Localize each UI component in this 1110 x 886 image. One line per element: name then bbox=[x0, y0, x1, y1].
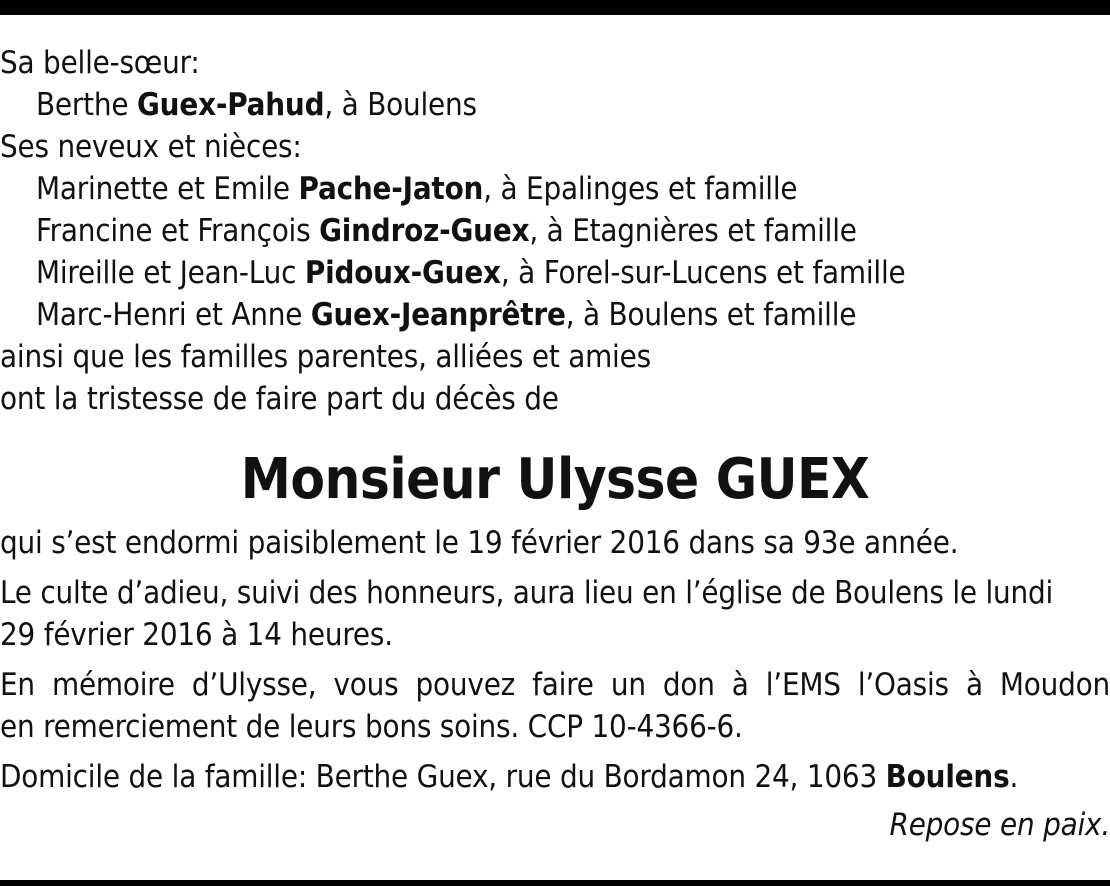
given-names: Mireille et Jean-Luc bbox=[36, 255, 305, 291]
domicile-text: Domicile de la famille: Berthe Guex, rue du Bordamon 24, 1063 bbox=[0, 759, 886, 795]
bottom-rule bbox=[0, 880, 1110, 886]
deceased-name: Monsieur Ulysse GUEX bbox=[240, 447, 870, 512]
place: , à Etagnières et famille bbox=[529, 213, 857, 249]
signoff: Repose en paix. bbox=[889, 807, 1110, 843]
service-paragraph bbox=[0, 572, 1110, 656]
domicile-town: Boulens bbox=[885, 759, 1010, 795]
place: , à Boulens et famille bbox=[565, 297, 857, 333]
domicile-end: . bbox=[1009, 759, 1019, 795]
nephew-entry bbox=[0, 252, 1110, 294]
surname: Guex-Pahud bbox=[137, 87, 325, 123]
relatives-line: ainsi que les familles parentes, alliées et amies bbox=[0, 339, 651, 375]
nephews-heading: Ses neveux et nièces: bbox=[0, 129, 302, 165]
place: , à Epalinges et famille bbox=[483, 171, 798, 207]
domicile-line bbox=[0, 756, 1110, 798]
given-names: Marinette et Emile bbox=[36, 171, 299, 207]
donation-line: En mémoire d’Ulysse, vous pouvez faire un don à l’EMS l’Oasis à Moudon bbox=[0, 667, 1110, 703]
obituary-notice bbox=[0, 42, 1110, 846]
place: , à Boulens bbox=[324, 87, 477, 123]
place: , à Forel-sur-Lucens et famille bbox=[500, 255, 906, 291]
donation-line: en remerciement de leurs bons soins. CCP 10-4366-6. bbox=[0, 709, 743, 745]
given-names: Francine et François bbox=[36, 213, 320, 249]
service-line: Le culte d’adieu, suivi des honneurs, aura lieu en l’église de Boulens le lundi bbox=[0, 575, 1054, 611]
surname: Guex-Jeanprêtre bbox=[310, 297, 566, 333]
announcement-line: ont la tristesse de faire part du décès de bbox=[0, 381, 559, 417]
nephew-entry bbox=[0, 294, 1110, 336]
surname: Pache-Jaton bbox=[298, 171, 484, 207]
passing-line: qui s’est endormi paisiblement le 19 février 2016 dans sa 93e année. bbox=[0, 525, 959, 561]
surname: Gindroz-Guex bbox=[319, 213, 530, 249]
donation-paragraph bbox=[0, 664, 1110, 748]
top-rule bbox=[0, 0, 1110, 15]
given-names: Berthe bbox=[36, 87, 137, 123]
given-names: Marc-Henri et Anne bbox=[36, 297, 311, 333]
surname: Pidoux-Guex bbox=[304, 255, 501, 291]
service-line: 29 février 2016 à 14 heures. bbox=[0, 617, 393, 653]
sister-in-law-heading: Sa belle-sœur: bbox=[0, 45, 200, 81]
nephew-entry bbox=[0, 210, 1110, 252]
sister-in-law-entry bbox=[0, 84, 1110, 126]
nephew-entry bbox=[0, 168, 1110, 210]
